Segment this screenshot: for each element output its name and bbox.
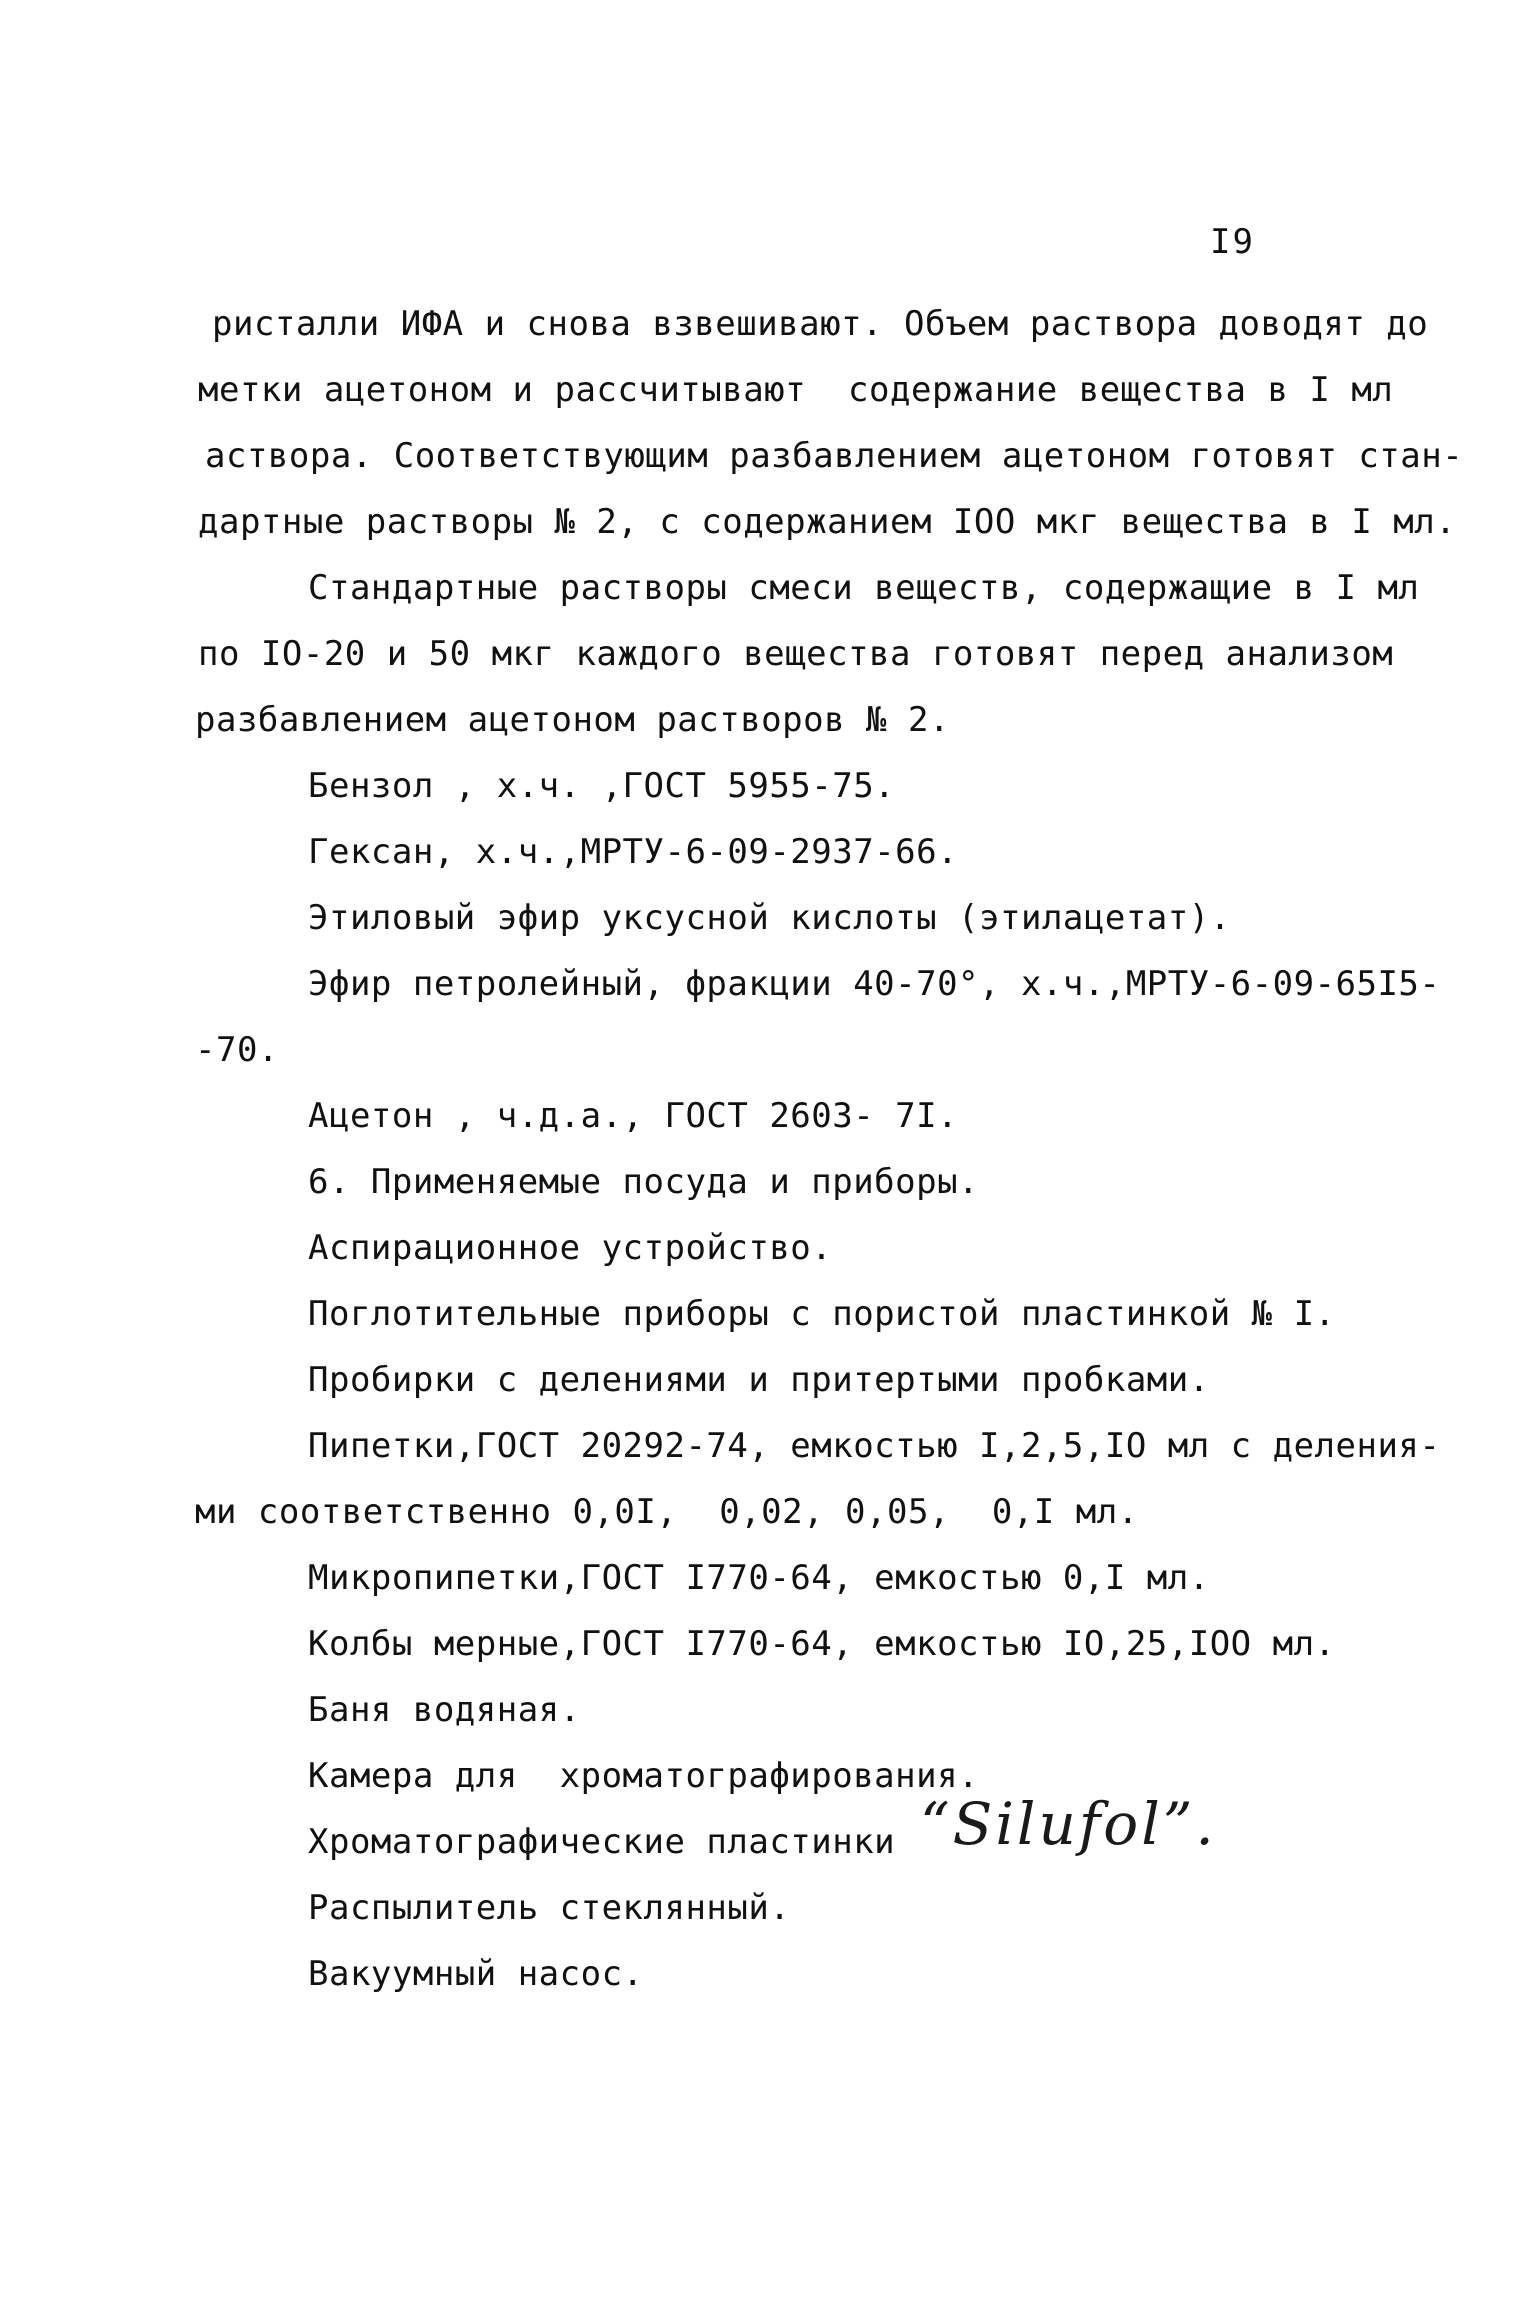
page-number: I9 — [1210, 222, 1255, 262]
text-line: ми соответственно 0,0I, 0,02, 0,05, 0,I мл. — [195, 1492, 1139, 1532]
text-line: Поглотительные приборы с пористой пластинкой № I. — [308, 1294, 1336, 1334]
text-line: дартные растворы № 2, с содержанием IOO мкг вещества в I мл. — [198, 502, 1457, 542]
text-line: по IO-20 и 50 мкг каждого вещества готовят перед анализом — [198, 634, 1394, 674]
text-line: аствора. Соответствующим разбавлением ацетоном готовят стан- — [205, 436, 1464, 476]
text-line: разбавлением ацетоном растворов № 2. — [195, 700, 950, 740]
text-line: Ацетон , ч.д.а., ГОСТ 2603- 7I. — [308, 1096, 959, 1136]
text-line: Хроматографические пластинки — [308, 1822, 896, 1862]
text-line: Баня водяная. — [308, 1690, 581, 1730]
text-line: Микропипетки,ГОСТ I770-64, емкостью 0,I мл. — [308, 1558, 1210, 1598]
handwritten-annotation: “Silufol”. — [920, 1790, 1217, 1858]
text-line: Распылитель стеклянный. — [308, 1888, 791, 1928]
text-line: Пробирки с делениями и притертыми пробками. — [308, 1360, 1210, 1400]
text-line: Эфир петролейный, фракции 40-70°, х.ч.,МРТУ-6-09-65I5- — [308, 964, 1441, 1004]
text-line: Камера для хроматографирования. — [308, 1756, 980, 1796]
text-line: Колбы мерные,ГОСТ I770-64, емкостью IO,25,IOO мл. — [308, 1624, 1336, 1664]
text-line: Этиловый эфир уксусной кислоты (этилацетат). — [308, 898, 1231, 938]
text-line: ристалли ИФА и снова взвешивают. Объем раствора доводят до — [212, 304, 1429, 344]
text-line: Пипетки,ГОСТ 20292-74, емкостью I,2,5,IO мл с деления- — [308, 1426, 1441, 1466]
text-line: Гексан, х.ч.,МРТУ-6-09-2937-66. — [308, 832, 959, 872]
text-line: Аспирационное устройство. — [308, 1228, 833, 1268]
text-line: Бензол , х.ч. ,ГОСТ 5955-75. — [308, 766, 896, 806]
text-line: метки ацетоном и рассчитывают содержание вещества в I мл — [198, 370, 1394, 410]
text-line: Стандартные растворы смеси веществ, содержащие в I мл — [308, 568, 1420, 608]
text-line: 6. Применяемые посуда и приборы. — [308, 1162, 980, 1202]
text-line: -70. — [195, 1030, 279, 1070]
text-line: Вакуумный насос. — [308, 1954, 644, 1994]
